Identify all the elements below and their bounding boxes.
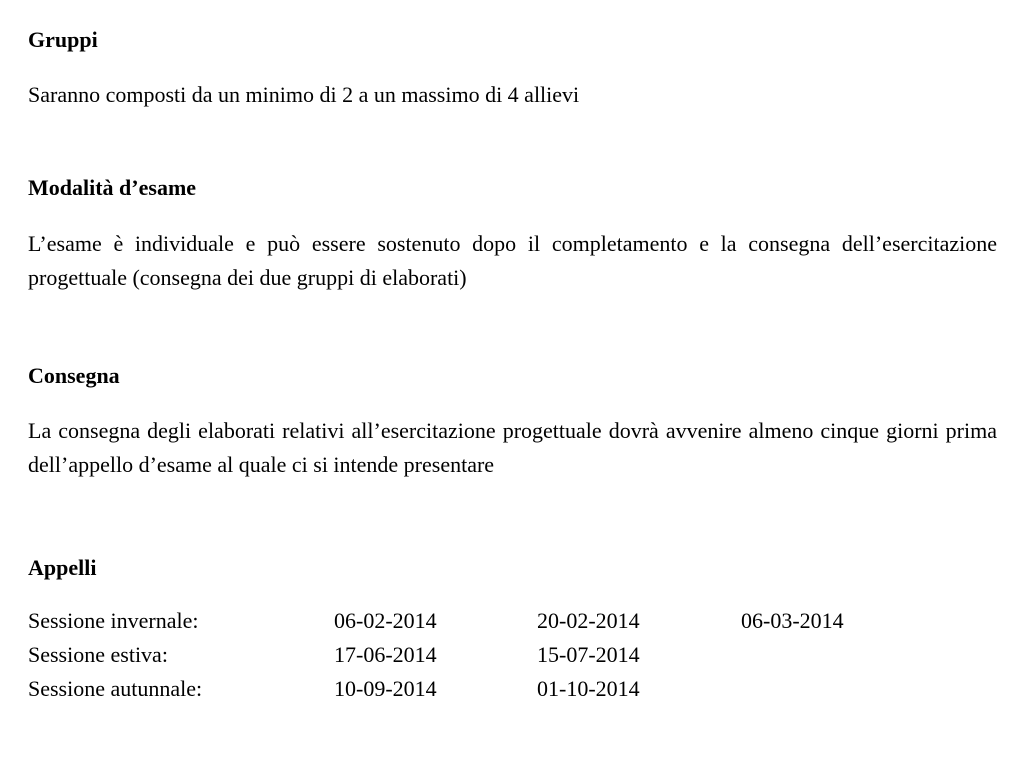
exam-date: 20-02-2014 — [537, 608, 640, 633]
session-name: Sessione autunnale: — [28, 676, 203, 701]
exam-date: 10-09-2014 — [334, 676, 437, 701]
session-name: Sessione estiva: — [28, 642, 168, 667]
section-text-modalita: L’esame è individuale e può essere sostenuto dopo il completamento e la consegna dell’esercitazione progettuale (consegna dei due gruppi di elaborati) — [28, 231, 997, 290]
section-title-appelli: Appelli — [28, 555, 97, 580]
exam-date: 17-06-2014 — [334, 642, 437, 667]
session-name: Sessione invernale: — [28, 608, 199, 633]
section-title-modalita: Modalità d’esame — [28, 175, 197, 200]
session-row-estiva — [28, 638, 997, 672]
section-text-gruppi: Saranno composti da un minimo di 2 a un massimo di 4 allievi — [28, 82, 580, 107]
exam-date: 06-03-2014 — [741, 608, 844, 633]
session-row-invernale — [28, 604, 997, 638]
session-row-autunnale — [28, 672, 997, 706]
exam-dates-table — [28, 604, 997, 706]
section-title-gruppi: Gruppi — [28, 27, 98, 52]
section-text-consegna: La consegna degli elaborati relativi all’esercitazione progettuale dovrà avvenire almeno cinque giorni prima dell’appello d’esame al quale ci si intende presentare — [28, 418, 997, 477]
document-page — [28, 0, 997, 768]
exam-date: 15-07-2014 — [537, 642, 640, 667]
exam-date: 06-02-2014 — [334, 608, 437, 633]
exam-date: 01-10-2014 — [537, 676, 640, 701]
section-title-consegna: Consegna — [28, 363, 120, 388]
